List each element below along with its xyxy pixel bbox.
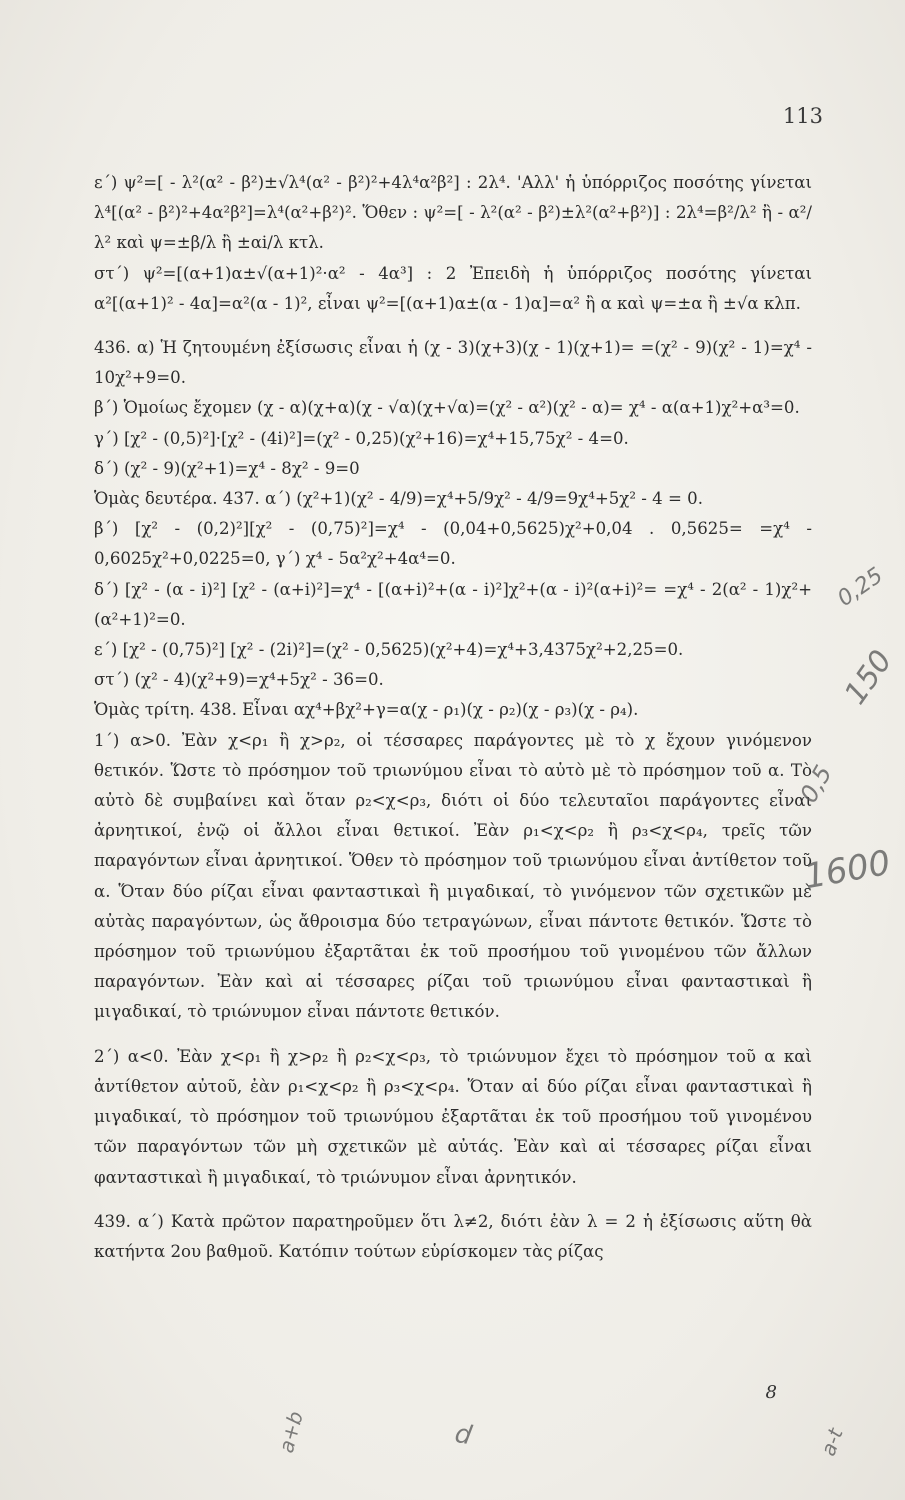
margin-note: 1600	[801, 842, 894, 898]
paragraph-438-1: 1΄) α>0. Ἐὰν χ<ρ₁ ἢ χ>ρ₂, οἱ τέσσαρες παράγοντες μὲ τὸ χ ἔχουν γινόμενον θετικόν. Ὥστε τὸ πρόσημον τοῦ τριωνύμου εἶναι τὸ αὐτὸ μὲ τὸ πρόσημον τοῦ α. Τὸ αὐτὸ δὲ συμβαίνει καὶ ὅταν ρ₂<χ<ρ₃, διότι οἱ δύο τελευταῖοι παράγοντες εἶναι ἀρνητικοί, ἐνῷ οἱ ἄλλοι εἶναι θετικοί. Ἐὰν ρ₁<χ<ρ₂ ἢ ρ₃<χ<ρ₄, τρεῖς τῶν παραγόντων εἶναι ἀρνητικοί. Ὅθεν τὸ πρόσημον τοῦ τριωνύμου εἶναι ἀντίθετον τοῦ α. Ὅταν δύο ρίζαι εἶναι φανταστικαὶ ἢ μιγαδικαί, τὸ γινόμενον τῶν σχετικῶν μὲ αὐτὰς παραγόντων, ὡς ἄθροισμα δύο τετραγώνων, εἶναι πάντοτε θετικόν. Ὥστε τὸ πρόσημον τοῦ τριωνύμου ἐξαρτᾶται ἐκ τοῦ προσήμου τοῦ γινομένου τῶν ἄλλων παραγόντων. Ἐὰν καὶ αἱ τέσσαρες ρίζαι τοῦ τριωνύμου εἶναι φανταστικαὶ ἢ μιγαδικαί, τὸ τριώνυμον εἶναι πάντοτε θετικόν.	[94, 730, 812, 1022]
paragraph-436c: γ΄) [χ² - (0,5)²]·[χ² - (4i)²]=(χ² - 0,25)(χ²+16)=χ⁴+15,75χ² - 4=0.	[94, 428, 629, 448]
page-content	[94, 168, 812, 1267]
paragraph-438: Ὁμὰς τρίτη. 438. Εἶναι αχ⁴+βχ²+γ=α(χ - ρ₁)(χ - ρ₂)(χ - ρ₃)(χ - ρ₄).	[94, 700, 639, 720]
paragraph-437d: δ΄) [χ² - (α - i)²] [χ² - (α+i)²]=χ⁴ - [(α+i)²+(α - i)²]χ²+(α - i)²(α+i)²= =χ⁴ - 2(α² - 1)χ²+(α²+1)²=0.	[94, 579, 812, 629]
paragraph-435st: στ΄) ψ²=[(α+1)α±√(α+1)²·α² - 4α³] : 2 Ἐπειδὴ ἡ ὑπόρριζος ποσότης γίνεται α²[(α+1)² - 4α]=α²(α - 1)², εἶναι ψ²=[(α+1)α±(α - 1)α]=α² ἢ α καὶ ψ=±α ἢ ±√α κλπ.	[94, 263, 812, 313]
paragraph-437e: ε΄) [χ² - (0,75)²] [χ² - (2i)²]=(χ² - 0,5625)(χ²+4)=χ⁴+3,4375χ²+2,25=0.	[94, 640, 684, 660]
paragraph-436b: β΄) Ὁμοίως ἔχομεν (χ - α)(χ+α)(χ - √α)(χ+√α)=(χ² - α²)(χ² - α)= χ⁴ - α(α+1)χ²+α³=0.	[94, 398, 800, 418]
paragraph-437st: στ΄) (χ² - 4)(χ²+9)=χ⁴+5χ² - 36=0.	[94, 670, 384, 690]
paragraph-436a: 436. α) Ἡ ζητουμένη ἐξίσωσις εἶναι ἡ (χ - 3)(χ+3)(χ - 1)(χ+1)= =(χ² - 9)(χ² - 1)=χ⁴ - 10χ²+9=0.	[94, 338, 812, 388]
margin-note: 0,5	[794, 760, 838, 808]
margin-note: a-t	[815, 1425, 848, 1459]
paragraph-438-2: 2΄) α<0. Ἐὰν χ<ρ₁ ἢ χ>ρ₂ ἢ ρ₂<χ<ρ₃, τὸ τριώνυμον ἔχει τὸ πρόσημον τοῦ α καὶ ἀντίθετον αὐτοῦ, ἐὰν ρ₁<χ<ρ₂ ἢ ρ₃<χ<ρ₄. Ὅταν αἱ δύο ρίζαι εἶναι φανταστικαὶ ἢ μιγαδικαί, τὸ πρόσημον τοῦ τριωνύμου ἐξαρτᾶται ἐκ τοῦ προσήμου τοῦ γινομένου τῶν παραγόντων τῶν μὴ σχετικῶν μὲ αὐτάς. Ἐὰν καὶ αἱ τέσσαρες ρίζαι εἶναι φανταστικαὶ ἢ μιγαδικαί, τὸ τριώνυμον εἶναι ἀρνητικόν.	[94, 1046, 812, 1187]
margin-note: d	[452, 1418, 474, 1452]
margin-note: a+b	[273, 1408, 308, 1456]
margin-note: 150	[837, 644, 900, 711]
page-number: 113	[782, 104, 823, 128]
paragraph-436d: δ΄) (χ² - 9)(χ²+1)=χ⁴ - 8χ² - 9=0	[94, 458, 360, 478]
paragraph-437b: β΄) [χ² - (0,2)²][χ² - (0,75)²]=χ⁴ - (0,04+0,5625)χ²+0,04 . 0,5625= =χ⁴ - 0,6025χ²+0,0225=0, γ΄) χ⁴ - 5α²χ²+4α⁴=0.	[94, 519, 812, 569]
signature-mark: 8	[765, 1382, 777, 1403]
paragraph-439: 439. α΄) Κατὰ πρῶτον παρατηροῦμεν ὅτι λ≠2, διότι ἐὰν λ = 2 ἡ ἐξίσωσις αὕτη θὰ κατήντα 2ου βαθμοῦ. Κατόπιν τούτων εὑρίσκομεν τὰς ρίζας	[94, 1211, 812, 1261]
paragraph-437a: Ὁμὰς δευτέρα. 437. α΄) (χ²+1)(χ² - 4/9)=χ⁴+5/9χ² - 4/9=9χ⁴+5χ² - 4 = 0.	[94, 489, 704, 509]
margin-note: 0,25	[833, 563, 888, 612]
paragraph-435e: ε΄) ψ²=[ - λ²(α² - β²)±√λ⁴(α² - β²)²+4λ⁴α²β²] : 2λ⁴. 'Αλλ' ἡ ὑπόρριζος ποσότης γίνεται λ⁴[(α² - β²)²+4α²β²]=λ⁴(α²+β²)². Ὅθεν : ψ²=[ - λ²(α² - β²)±λ²(α²+β²)] : 2λ⁴=β²/λ² ἢ - α²/λ² καὶ ψ=±β/λ ἢ ±αi/λ κτλ.	[94, 173, 812, 253]
